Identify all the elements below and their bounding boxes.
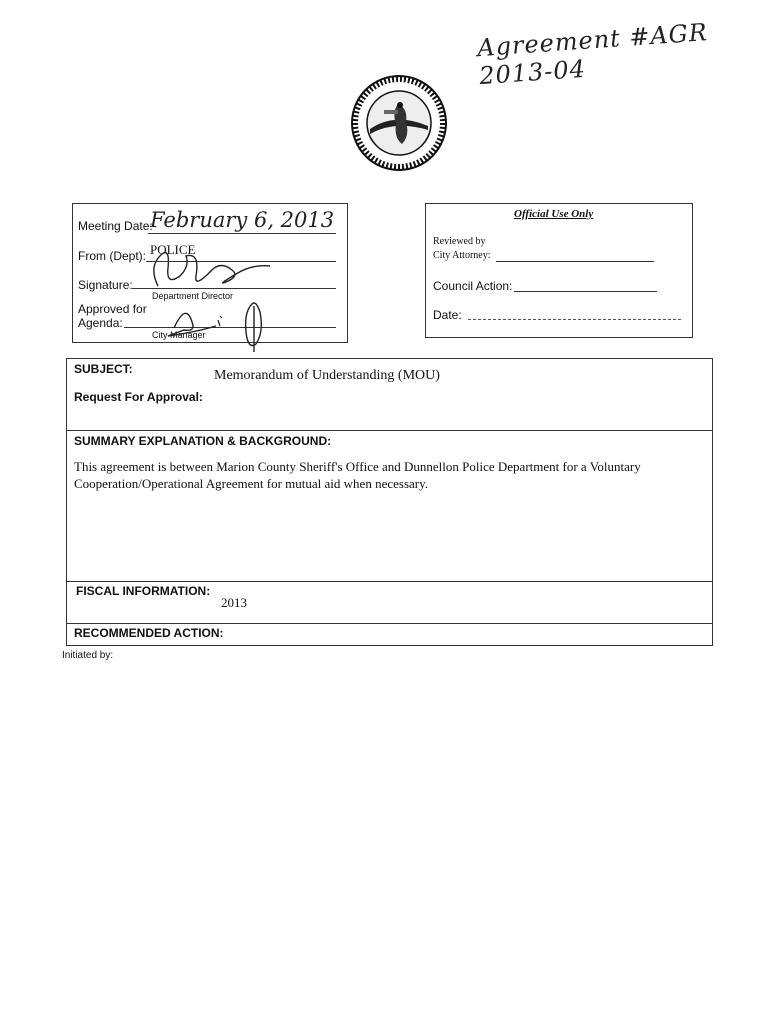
- request-for-approval-label: Request For Approval:: [74, 390, 203, 404]
- signature-label: Signature:: [78, 278, 133, 292]
- summary-label: SUMMARY EXPLANATION & BACKGROUND:: [74, 434, 332, 448]
- reviewed-by-label: Reviewed by: [433, 236, 486, 247]
- city-seal: [350, 74, 448, 172]
- fiscal-divider: [66, 623, 713, 624]
- director-signature: [140, 246, 280, 294]
- approved-for-label: Approved for: [78, 302, 147, 316]
- summary-text-line-1: This agreement is between Marion County Sheriff's Office and Dunnellon Police Department for a Voluntary: [74, 459, 641, 474]
- city-attorney-line: [496, 261, 654, 262]
- official-use-box: [425, 203, 693, 338]
- fiscal-information-label: FISCAL INFORMATION:: [76, 584, 211, 598]
- council-action-label: Council Action:: [433, 279, 513, 293]
- subject-label: SUBJECT:: [74, 362, 133, 376]
- meeting-date-line: [148, 233, 336, 234]
- from-dept-value: POLICE: [150, 242, 196, 257]
- recommended-action-label: RECOMMENDED ACTION:: [74, 626, 224, 640]
- from-dept-label: From (Dept):: [78, 249, 147, 263]
- official-use-title: Official Use Only: [514, 208, 594, 220]
- department-director-caption: Department Director: [152, 291, 234, 301]
- fiscal-information-value: 2013: [221, 595, 247, 610]
- city-attorney-label: City Attorney:: [433, 250, 491, 261]
- subject-value: Memorandum of Understanding (MOU): [214, 368, 440, 383]
- summary-divider: [66, 581, 713, 582]
- agreement-number-handwritten: Agreement #AGR 2013-04: [476, 18, 709, 91]
- summary-text-line-2: Cooperation/Operational Agreement for mutual aid when necessary.: [74, 476, 429, 491]
- initiated-by-label: Initiated by:: [62, 650, 114, 661]
- city-manager-signature: [156, 292, 276, 354]
- official-date-label: Date:: [433, 308, 462, 322]
- city-manager-caption: City Manager: [152, 330, 206, 340]
- subject-divider: [66, 430, 713, 431]
- council-action-line: [514, 291, 657, 292]
- meeting-date-value: February 6, 2013: [150, 208, 335, 232]
- agenda-label: Agenda:: [78, 316, 123, 330]
- meeting-date-label: Meeting Date:: [78, 219, 153, 233]
- official-date-line: [468, 319, 681, 320]
